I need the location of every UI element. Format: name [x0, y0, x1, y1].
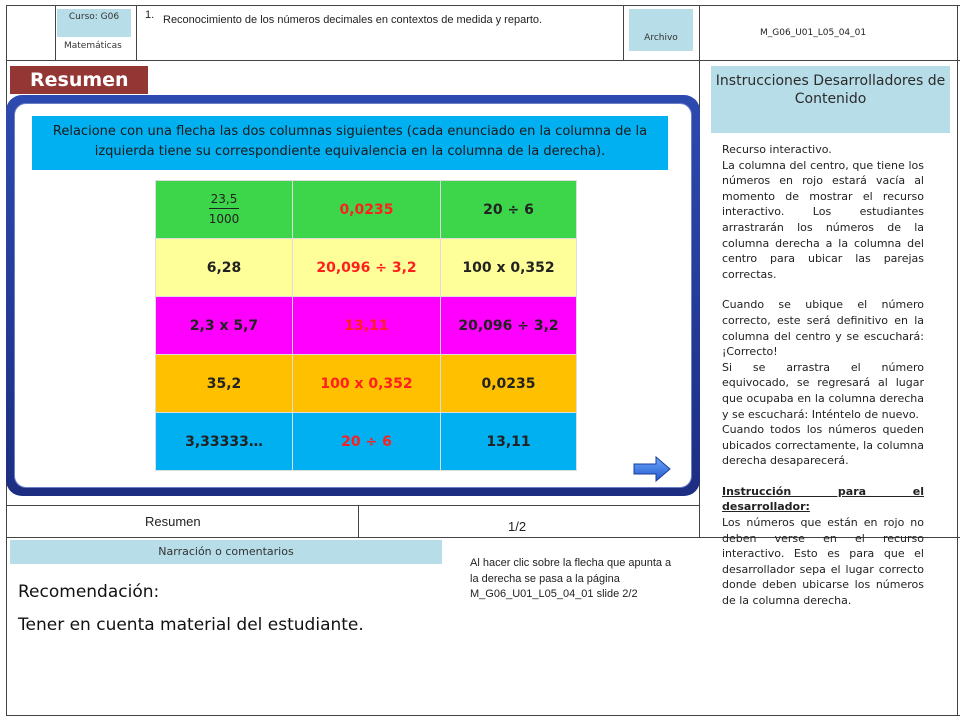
next-note: Al hacer clic sobre la flecha que apunta a la derecha se pasa a la página M_G06_U01_L05_04_01 slide 2/2: [470, 557, 672, 601]
middle-cell[interactable]: 13,11: [293, 297, 441, 355]
middle-cell[interactable]: 20 ÷ 6: [293, 413, 441, 471]
fraction-denominator: 1000: [208, 212, 240, 226]
activity-instruction: Relacione con una flecha las dos columnas siguientes (cada enunciado en la columna de la izquierda tiene su correspondiente equivalencia en la columna de la derecha).: [32, 116, 668, 170]
recommendation-text: Tener en cuenta material del estudiante.: [18, 615, 364, 635]
frame-bottom: [6, 715, 960, 716]
instr-p6: Los números que están en rojo no deben verse en el recurso interactivo. Esto es para que el desarrollador sepa el lugar correcto donde deben ubicarse los números de la columna derecha.: [722, 516, 924, 608]
table-row: [156, 413, 577, 471]
middle-cell[interactable]: 0,0235: [293, 181, 441, 239]
header-title: Reconocimiento de los números decimales en contextos de medida y reparto.: [163, 14, 543, 26]
recommendation-title: Recomendación:: [18, 582, 160, 602]
left-cell: 3,33333…: [156, 413, 293, 471]
subject-label: Matemáticas: [64, 41, 122, 51]
instructions-text: [722, 142, 924, 609]
course-label: [57, 9, 131, 37]
frame-header-bottom: [6, 60, 960, 61]
frame-footer-split: [358, 505, 359, 538]
footer-page: 1/2: [508, 519, 527, 534]
instr-p3: Cuando se ubique el número correcto, este será definitivo en la columna del centro y se escuchará: ¡Correcto!: [722, 298, 924, 359]
table-row: [156, 355, 577, 413]
left-cell: 2,3 x 5,7: [156, 297, 293, 355]
narration-label: Narración o comentarios: [10, 540, 442, 564]
course-text: Curso: G06: [68, 12, 120, 22]
middle-cell[interactable]: 20,096 ÷ 3,2: [293, 239, 441, 297]
frame-right: [957, 5, 958, 716]
right-cell[interactable]: 20 ÷ 6: [441, 181, 577, 239]
next-arrow-button[interactable]: [632, 455, 672, 483]
resumen-tab: Resumen: [10, 66, 148, 94]
instr-p5: Cuando todos los números queden ubicados correctamente, la columna derecha desaparecerá.: [722, 423, 924, 468]
item-number: 1.: [145, 9, 155, 21]
right-cell[interactable]: 100 x 0,352: [441, 239, 577, 297]
fraction: [209, 192, 240, 226]
middle-cell[interactable]: 100 x 0,352: [293, 355, 441, 413]
table-row: [156, 239, 577, 297]
slide-code: M_G06_U01_L05_04_01: [760, 28, 867, 38]
frame-col1: [55, 5, 56, 61]
left-cell: 6,28: [156, 239, 293, 297]
right-cell[interactable]: 0,0235: [441, 355, 577, 413]
fraction-numerator: 23,5: [209, 192, 240, 209]
frame-col3: [623, 5, 624, 61]
archive-label: Archivo: [644, 33, 678, 43]
instr-p4: Si se arrastra el número equivocado, se regresará al lugar que ocupaba en la columna derecha y se escuchará: Inténtelo de nuevo.: [722, 360, 924, 421]
left-cell: [156, 181, 293, 239]
instructions-title: Instrucciones Desarrolladores de Contenido: [711, 66, 950, 133]
right-cell[interactable]: 20,096 ÷ 3,2: [441, 297, 577, 355]
table-row: [156, 297, 577, 355]
instr-dev-heading: Instrucción para el desarrollador:: [722, 484, 924, 514]
left-cell: 35,2: [156, 355, 293, 413]
archive-button[interactable]: [629, 9, 693, 51]
matching-table: [155, 180, 577, 471]
instr-p2: La columna del centro, que tiene los números en rojo estará vacía al momento de mostrar el recurso interactivo. Los estudiantes arrastrarán los números de la columna derecha a la columna del centro para ubicar las parejas correctas.: [722, 158, 924, 281]
footer-section-name: Resumen: [145, 514, 201, 529]
table-row: [156, 181, 577, 239]
instr-p1: Recurso interactivo.: [722, 143, 832, 156]
right-arrow-icon: [632, 455, 672, 483]
frame-top: [6, 5, 960, 6]
right-cell[interactable]: 13,11: [441, 413, 577, 471]
frame-col2: [136, 5, 137, 61]
frame-slide-bottom: [6, 505, 700, 506]
